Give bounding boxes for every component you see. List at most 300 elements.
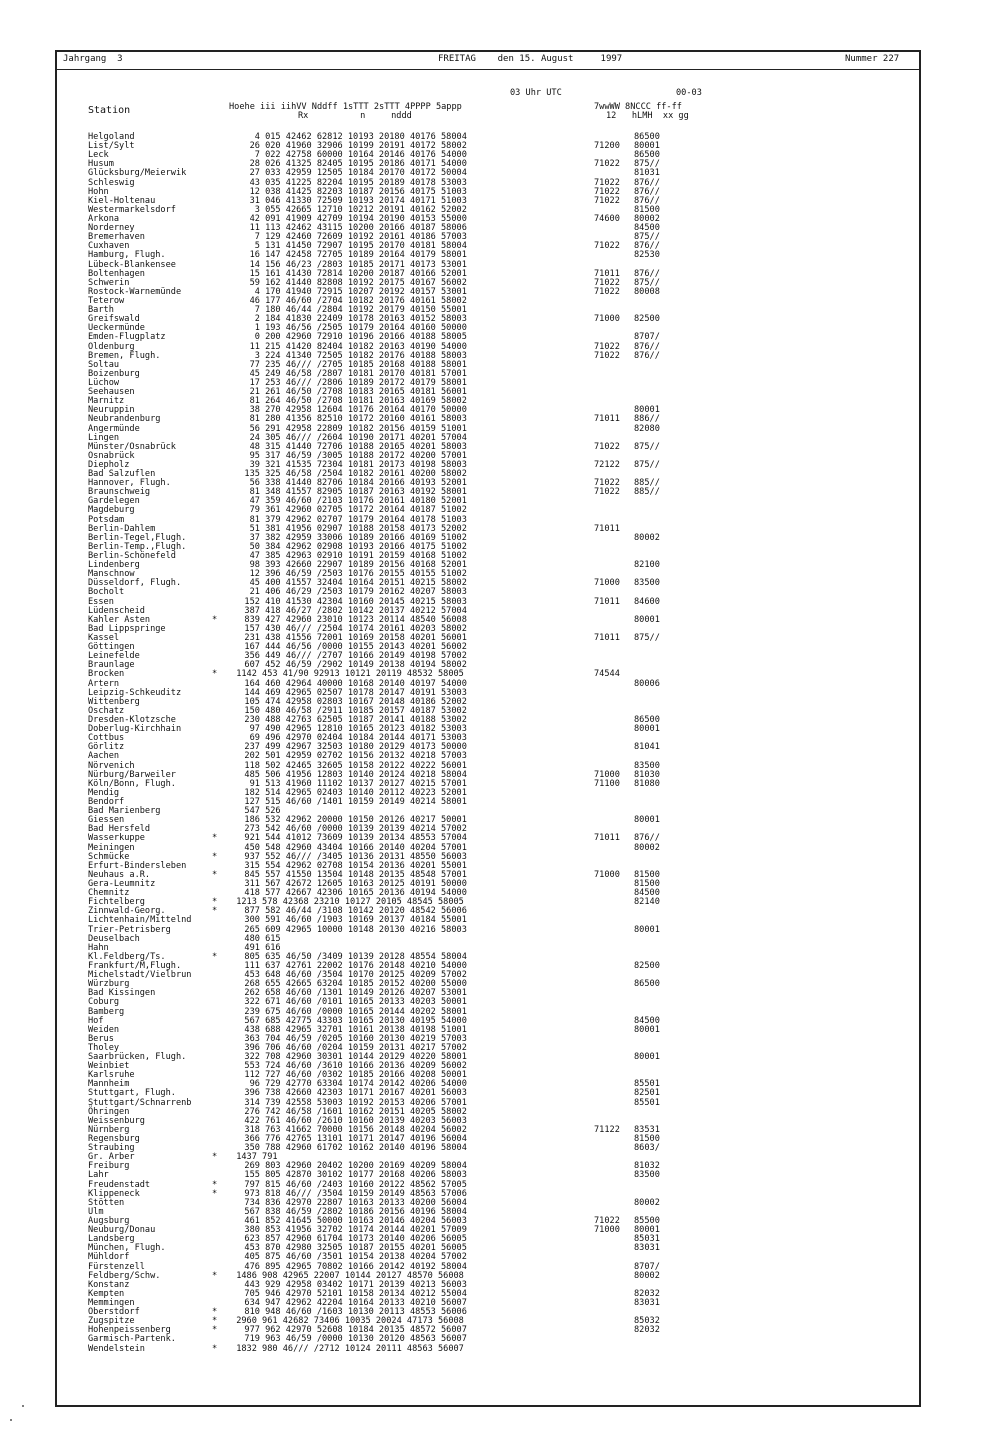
station-name: Wittenberg [88, 696, 140, 707]
synop-groups: 877 582 46/44 /3108 10142 20120 48542 56006 [244, 906, 467, 917]
present-weather: 71022 [594, 350, 620, 361]
station-name: Essen [88, 596, 114, 607]
synop-groups: 237 499 42967 32503 10180 20129 40173 50000 [244, 742, 467, 753]
synop-groups: 453 870 42980 32505 10187 20155 40201 56005 [244, 1243, 467, 1254]
station-name: Neuhaus a.R. [88, 869, 151, 880]
station-name: Hamburg, Flugh. [88, 250, 166, 261]
period-label: 00-03 [676, 88, 702, 98]
synop-groups: 96 729 42770 63304 10174 20142 40206 54000 [244, 1079, 467, 1090]
synop-groups: 79 361 42960 02705 10172 20164 40187 51002 [244, 505, 467, 516]
volume-label: Jahrgang 3 [63, 54, 123, 64]
synop-groups: 396 706 46/60 /0204 10159 20131 40217 57002 [244, 1042, 467, 1053]
synop-groups: 262 658 46/60 /1301 10149 20126 40207 53001 [244, 988, 467, 999]
synop-groups: 12 396 46/59 /2503 10176 20155 40155 51002 [244, 569, 467, 580]
station-name: Westermarkelsdorf [88, 204, 176, 215]
synop-groups: 2 184 41830 22409 10178 20163 40152 58003 [244, 314, 467, 325]
present-weather: 74600 [594, 213, 620, 224]
station-name: Bremerhaven [88, 232, 145, 243]
present-weather: 71000 [594, 1225, 620, 1236]
mountain-station-marker: * [212, 897, 218, 908]
synop-groups: 118 502 42465 32605 10158 20122 40222 56001 [244, 760, 467, 771]
cloud-group: 82140 [634, 897, 660, 908]
station-name: Neuburg/Donau [88, 1225, 156, 1236]
synop-groups: 276 742 46/58 /1601 10162 20151 40205 58002 [244, 1106, 467, 1117]
present-weather: 71022 [594, 286, 620, 297]
synop-groups: 28 026 41325 82405 10195 20186 40171 54000 [244, 159, 467, 170]
cloud-group: 83500 [634, 760, 660, 771]
code-columns-subheader: Rx n nddd [298, 111, 412, 121]
synop-groups: 95 317 46/59 /3005 10188 20172 40200 57001 [244, 450, 467, 461]
synop-groups: 17 253 46/// /2806 10189 20172 40179 58001 [244, 377, 467, 388]
station-name: Garmisch-Partenk. [88, 1334, 176, 1345]
station-name: Oberstdorf [88, 1307, 140, 1318]
station-name: Mannheim [88, 1079, 130, 1090]
station-name: Braunlage [88, 660, 135, 671]
synop-groups: 45 249 46/58 /2807 10181 20170 40181 57001 [244, 368, 467, 379]
synop-groups: 607 452 46/59 /2902 10149 20138 40194 58002 [244, 660, 467, 671]
cloud-group: 80001 [634, 815, 660, 826]
station-name: Freiburg [88, 1161, 130, 1172]
cloud-group: 8603/ [634, 1143, 660, 1154]
station-name: Fichtelberg [88, 897, 145, 908]
synop-groups: 46 177 46/60 /2704 10182 20176 40161 58002 [244, 295, 467, 306]
cloud-group: 81031 [634, 168, 660, 179]
station-name: Lahr [88, 1170, 109, 1181]
station-column-header: Station [88, 105, 131, 116]
station-name: Lindenberg [88, 560, 140, 571]
station-name: Berlin-Tegel,Flugh. [88, 532, 187, 543]
synop-groups: 230 488 42763 62505 10187 20141 40188 53002 [244, 715, 467, 725]
station-name: Schleswig [88, 177, 135, 188]
present-weather: 71022 [594, 159, 620, 170]
synop-groups: 461 852 41645 50000 10163 20146 40204 56003 [244, 1216, 467, 1227]
present-weather: 71022 [594, 1216, 620, 1227]
station-name: Kahler Asten [88, 614, 151, 625]
synop-groups: 155 805 42870 30102 10177 20168 40206 58003 [244, 1170, 467, 1181]
cloud-group: 80006 [634, 678, 660, 689]
synop-groups: 239 675 46/60 /0000 10165 20144 40202 58001 [244, 1006, 467, 1017]
cloud-group: 875// [634, 232, 660, 243]
synop-groups: 3 224 41340 72505 10182 20176 40188 58003 [244, 350, 467, 361]
cloud-group: 81041 [634, 742, 660, 753]
synop-groups: 977 962 42970 52608 10184 20135 48572 56007 [244, 1325, 467, 1336]
mountain-station-marker: * [212, 1270, 218, 1281]
synop-groups: 422 761 46/60 /2610 10160 20139 40203 56003 [244, 1115, 467, 1126]
synop-groups: 21 406 46/29 /2503 10179 20162 40207 58003 [244, 587, 467, 598]
station-name: Coburg [88, 997, 120, 1008]
station-name: Nörvenich [88, 760, 135, 771]
synop-groups: 105 474 42958 02803 10167 20148 40186 52002 [244, 696, 467, 707]
synop-groups: 1437 791 [236, 1152, 278, 1163]
station-name: Marnitz [88, 396, 125, 407]
synop-groups: 157 430 46/// /2504 10174 20161 40203 58002 [244, 623, 467, 634]
station-name: List/Sylt [88, 141, 135, 152]
synop-groups: 387 418 46/27 /2802 10142 20137 40212 57004 [244, 605, 467, 616]
cloud-group: 875// [634, 459, 660, 470]
cloud-group: 86500 [634, 150, 660, 161]
cloud-group: 80008 [634, 286, 660, 297]
synop-groups: 350 788 42960 61702 10162 20140 40196 58004 [244, 1143, 467, 1154]
synop-groups: 7 129 42460 72609 10192 20161 40186 57003 [244, 232, 467, 243]
station-name: Berlin-Schönefeld [88, 551, 176, 562]
cloud-group: 8707/ [634, 1261, 660, 1272]
station-name: Artern [88, 678, 120, 689]
extra-columns-subheader: 12 hLMH xx gg [606, 111, 689, 121]
cloud-group: 876// [634, 195, 660, 206]
cloud-group: 80001 [634, 1225, 660, 1236]
present-weather: 71022 [594, 478, 620, 489]
cloud-group: 876// [634, 241, 660, 252]
cloud-group: 86500 [634, 132, 660, 142]
synop-groups: 322 708 42960 30301 10144 20129 40220 58001 [244, 1052, 467, 1063]
synop-groups: 231 438 41556 72001 10169 20158 40201 56001 [244, 633, 467, 644]
station-name: Öhringen [88, 1106, 130, 1117]
station-name: Boizenburg [88, 368, 140, 379]
synop-groups: 734 836 42970 22807 10163 20133 40200 56004 [244, 1197, 467, 1208]
cloud-group: 81032 [634, 1161, 660, 1172]
cloud-group: 885// [634, 478, 660, 489]
station-name: Kassel [88, 633, 120, 644]
station-name: Ueckermünde [88, 323, 145, 334]
cloud-group: 876// [634, 177, 660, 188]
cloud-group: 84600 [634, 596, 660, 607]
station-name: Barth [88, 305, 114, 316]
synop-groups: 81 280 41356 82510 10172 20160 40161 58003 [244, 414, 467, 425]
station-name: Neuruppin [88, 405, 135, 416]
cloud-group: 876// [634, 186, 660, 197]
station-name: Zugspitze [88, 1316, 135, 1327]
cloud-group: 86500 [634, 715, 660, 725]
cloud-group: 875// [634, 277, 660, 288]
synop-groups: 921 544 41012 73609 10139 20134 48553 57004 [244, 833, 467, 844]
cloud-group: 80001 [634, 1024, 660, 1035]
synop-groups: 12 038 41425 82203 10187 20156 40175 51003 [244, 186, 467, 197]
station-name: Aachen [88, 751, 120, 762]
station-name: Leinefelde [88, 651, 140, 662]
station-name: Arkona [88, 213, 120, 224]
synop-groups: 937 552 46/// /3405 10136 20131 48550 56003 [244, 851, 467, 862]
cloud-group: 85501 [634, 1079, 660, 1090]
synop-groups: 491 616 [244, 942, 281, 953]
synop-groups: 973 818 46/// /3504 10159 20149 48563 57006 [244, 1188, 467, 1199]
synop-groups: 438 688 42965 32701 10161 20138 40198 51001 [244, 1024, 467, 1035]
station-name: Landsberg [88, 1234, 135, 1245]
station-name: Weinbiet [88, 1061, 130, 1072]
station-name: Doberlug-Kirchhain [88, 724, 182, 735]
present-weather: 71011 [594, 633, 620, 644]
cloud-group: 876// [634, 350, 660, 361]
synop-groups: 480 615 [244, 933, 281, 944]
synop-groups: 16 147 42458 72705 10189 20164 40179 58001 [244, 250, 467, 261]
synop-groups: 182 514 42965 02403 10140 20112 40223 52001 [244, 787, 467, 798]
synop-groups: 127 515 46/60 /1401 10159 20149 40214 58001 [244, 796, 467, 807]
synop-groups: 453 648 46/60 /3504 10170 20125 40209 57002 [244, 970, 467, 981]
code-columns-header: Hoehe iii iihVV Nddff 1sTTT 2sTTT 4PPPP 5appp [229, 102, 462, 112]
synop-groups: 135 325 46/58 /2504 10182 20161 40200 58002 [244, 469, 467, 480]
synop-groups: 45 400 41557 32404 10164 20151 40215 58002 [244, 578, 467, 589]
station-name: Neubrandenburg [88, 414, 161, 425]
station-name: Norderney [88, 223, 135, 234]
present-weather: 71000 [594, 769, 620, 780]
synop-groups: 567 838 46/59 /2802 10186 20156 40196 58004 [244, 1206, 467, 1217]
cloud-group: 82100 [634, 560, 660, 571]
station-name: Giessen [88, 815, 125, 826]
synop-groups: 547 526 [244, 806, 281, 817]
page-frame [55, 50, 921, 1407]
station-name: Bremen, Flugh. [88, 350, 161, 361]
cloud-group: 85500 [634, 1216, 660, 1227]
station-name: Braunschweig [88, 487, 151, 498]
station-name: Leck [88, 150, 109, 161]
cloud-group: 80001 [634, 405, 660, 416]
synop-groups: 43 035 41225 82204 10195 20189 40178 53003 [244, 177, 467, 188]
station-name: Bad Lippspringe [88, 623, 166, 634]
station-name: Lüdenscheid [88, 605, 145, 616]
synop-groups: 719 963 46/59 /0000 10130 20120 48563 56007 [244, 1334, 467, 1345]
cloud-group: 84500 [634, 1015, 660, 1026]
station-name: Bocholt [88, 587, 125, 598]
cloud-group: 83500 [634, 578, 660, 589]
cloud-group: 876// [634, 268, 660, 279]
cloud-group: 80001 [634, 614, 660, 625]
station-name: Mühldorf [88, 1252, 130, 1263]
scan-speck [22, 1405, 24, 1407]
station-name: Oschatz [88, 705, 125, 716]
present-weather: 71122 [594, 1124, 620, 1135]
mountain-station-marker: * [212, 906, 218, 917]
station-name: Erfurt-Bindersleben [88, 860, 187, 871]
synop-groups: 797 815 46/60 /2403 10160 20122 48562 57005 [244, 1179, 467, 1190]
present-weather: 71200 [594, 141, 620, 152]
station-name: Lüchow [88, 377, 120, 388]
station-name: Gardelegen [88, 496, 140, 507]
station-name: Weissenburg [88, 1115, 145, 1126]
mountain-station-marker: * [212, 1152, 218, 1163]
synop-groups: 31 046 41330 72509 10193 20174 40171 51003 [244, 195, 467, 206]
cloud-group: 85031 [634, 1234, 660, 1245]
cloud-group: 86500 [634, 979, 660, 990]
station-name: Diepholz [88, 459, 130, 470]
synop-groups: 167 444 46/56 /0000 10155 20143 40201 56002 [244, 642, 467, 653]
station-name: Hahn [88, 942, 109, 953]
synop-groups: 553 724 46/60 /3610 10166 20136 40209 56002 [244, 1061, 467, 1072]
cloud-group: 81030 [634, 769, 660, 780]
station-name: Seehausen [88, 387, 135, 398]
synop-groups: 186 532 42962 20000 10150 20126 40217 50001 [244, 815, 467, 826]
station-name: Weiden [88, 1024, 120, 1035]
synop-groups: 1142 453 41/90 92913 10121 20119 48532 58005 [236, 669, 464, 680]
station-name: München, Flugh. [88, 1243, 166, 1254]
station-name: Schwerin [88, 277, 130, 288]
mountain-station-marker: * [212, 1343, 218, 1354]
synop-groups: 11 215 41420 82404 10182 20163 40190 54000 [244, 341, 467, 352]
cloud-group: 80002 [634, 532, 660, 543]
station-name: Magdeburg [88, 505, 135, 516]
station-name: Cottbus [88, 733, 125, 744]
synop-groups: 48 315 41440 72706 10188 20165 40201 58003 [244, 441, 467, 452]
synop-groups: 77 235 46/// /2705 10185 20168 40188 58001 [244, 359, 467, 370]
cloud-group: 8707/ [634, 332, 660, 343]
cloud-group: 80001 [634, 724, 660, 735]
observation-time: 03 Uhr UTC [510, 88, 562, 98]
synop-groups: 38 270 42958 12604 10176 20164 40170 50000 [244, 405, 467, 416]
cloud-group: 83031 [634, 1243, 660, 1254]
present-weather: 71011 [594, 268, 620, 279]
synop-groups: 15 161 41430 72814 10200 20187 40166 52001 [244, 268, 467, 279]
cloud-group: 84500 [634, 888, 660, 899]
header-rule [57, 69, 919, 70]
synop-groups: 112 727 46/60 /0302 10185 20166 40208 50001 [244, 1070, 467, 1081]
station-name: Oldenburg [88, 341, 135, 352]
synop-groups: 273 542 46/60 /0000 10139 20139 40214 57002 [244, 824, 467, 835]
cloud-group: 83031 [634, 1298, 660, 1308]
synop-groups: 1486 908 42965 22007 10144 20127 48570 56008 [236, 1270, 464, 1281]
present-weather: 71022 [594, 441, 620, 452]
extra-columns-header: 7wwWW 8NCCC ff-ff [594, 102, 682, 112]
cloud-group: 80002 [634, 213, 660, 224]
synop-groups: 265 609 42965 10000 10148 20130 40216 58003 [244, 924, 467, 935]
station-name: Klippeneck [88, 1188, 140, 1199]
station-name: Stuttgart/Schnarrenb [88, 1097, 192, 1108]
cloud-group: 886// [634, 414, 660, 425]
station-name: Rostock-Warnemünde [88, 286, 182, 297]
station-name: Soltau [88, 359, 120, 370]
station-name: Münster/Osnabrück [88, 441, 176, 452]
station-name: Kl.Feldberg/Ts. [88, 951, 166, 962]
synop-groups: 5 131 41450 72907 10195 20170 40181 58004 [244, 241, 467, 252]
station-name: Regensburg [88, 1134, 140, 1145]
station-name: Boltenhagen [88, 268, 145, 279]
synop-groups: 26 020 41960 32906 10199 20191 40172 58002 [244, 141, 467, 152]
synop-groups: 37 382 42959 33006 10189 20166 40169 51002 [244, 532, 467, 543]
synop-groups: 845 557 41550 13504 10148 20135 48548 57001 [244, 869, 467, 880]
synop-groups: 69 496 42970 02404 10184 20144 40171 53003 [244, 733, 467, 744]
synop-groups: 2960 961 42682 73406 10035 20024 47173 56008 [236, 1316, 464, 1327]
station-name: Wendelstein [88, 1343, 145, 1354]
synop-groups: 21 261 46/50 /2708 10183 20165 40181 56001 [244, 387, 467, 398]
synop-groups: 4 015 42462 62812 10193 20180 40176 58004 [244, 132, 467, 142]
station-name: Helgoland [88, 132, 135, 142]
synop-groups: 315 554 42962 02708 10154 20136 40201 55001 [244, 860, 467, 871]
station-name: Lingen [88, 432, 120, 443]
station-name: Berlin-Dahlem [88, 523, 156, 534]
synop-groups: 3 055 42665 12710 10212 20191 40162 52002 [244, 204, 467, 215]
present-weather: 71011 [594, 833, 620, 844]
station-name: Trier-Petrisberg [88, 924, 171, 935]
cloud-group: 875// [634, 441, 660, 452]
station-name: Osnabrück [88, 450, 135, 461]
station-name: Dresden-Klotzsche [88, 715, 176, 725]
station-name: Husum [88, 159, 114, 170]
synop-groups: 476 895 42965 70802 10166 20142 40192 58004 [244, 1261, 467, 1272]
station-name: Berus [88, 1033, 114, 1044]
synop-groups: 39 321 41535 72304 10181 20173 40198 58003 [244, 459, 467, 470]
cloud-group: 82032 [634, 1288, 660, 1299]
synop-groups: 396 738 42660 42303 10171 20167 40201 56003 [244, 1088, 467, 1099]
cloud-group: 84500 [634, 223, 660, 234]
synop-groups: 485 506 41956 12803 10140 20124 40218 58004 [244, 769, 467, 780]
station-name: Potsdam [88, 514, 125, 525]
cloud-group: 876// [634, 833, 660, 844]
cloud-group: 82032 [634, 1325, 660, 1336]
mountain-station-marker: * [212, 851, 218, 862]
station-name: Chemnitz [88, 888, 130, 899]
present-weather: 71022 [594, 341, 620, 352]
cloud-group: 83500 [634, 1170, 660, 1181]
station-name: Stötten [88, 1197, 125, 1208]
synop-groups: 418 577 42667 42306 10165 20136 40194 54000 [244, 888, 467, 899]
synop-groups: 56 338 41440 82706 10184 20166 40193 52001 [244, 478, 467, 489]
station-name: Fürstenzell [88, 1261, 145, 1272]
synop-groups: 11 113 42462 43115 10200 20166 40187 58006 [244, 223, 467, 234]
cloud-group: 80001 [634, 141, 660, 152]
mountain-station-marker: * [212, 1325, 218, 1336]
station-name: Brocken [88, 669, 125, 680]
station-name: Konstanz [88, 1279, 130, 1290]
synop-groups: 567 685 42775 43303 10165 20130 40195 54000 [244, 1015, 467, 1026]
synop-groups: 152 410 41530 42304 10160 20145 40215 58003 [244, 596, 467, 607]
station-name: Wasserkuppe [88, 833, 145, 844]
synop-groups: 51 381 41956 02907 10188 20158 40173 52002 [244, 523, 467, 534]
station-name: Bad Hersfeld [88, 824, 151, 835]
synop-groups: 705 946 42970 52101 10158 20134 40212 55004 [244, 1288, 467, 1299]
cloud-group: 81500 [634, 204, 660, 215]
synop-groups: 810 948 46/60 /1603 10130 20113 48553 56006 [244, 1307, 467, 1318]
synop-groups: 14 156 46/23 /2803 10185 20171 40173 53001 [244, 259, 467, 270]
present-weather: 71022 [594, 186, 620, 197]
present-weather: 71011 [594, 596, 620, 607]
station-name: Düsseldorf, Flugh. [88, 578, 182, 589]
synop-groups: 443 929 42958 03402 10171 20139 40213 56003 [244, 1279, 467, 1290]
synop-groups: 363 704 46/59 /0205 10160 20130 40219 57003 [244, 1033, 467, 1044]
cloud-group: 81500 [634, 878, 660, 889]
synop-groups: 97 490 42965 12810 10165 20123 40182 53003 [244, 724, 467, 735]
station-name: Schmücke [88, 851, 130, 862]
cloud-group: 80002 [634, 1270, 660, 1281]
station-name: Lübeck-Blankensee [88, 259, 176, 270]
present-weather: 71022 [594, 487, 620, 498]
synop-groups: 0 200 42960 72910 10196 20166 40188 58005 [244, 332, 467, 343]
synop-groups: 81 379 42962 02707 10179 20164 40178 51003 [244, 514, 467, 525]
synop-groups: 56 291 42958 22809 10182 20156 40159 51001 [244, 423, 467, 434]
station-name: Bendorf [88, 796, 125, 807]
present-weather: 74544 [594, 669, 620, 680]
mountain-station-marker: * [212, 951, 218, 962]
station-name: Memmingen [88, 1298, 135, 1308]
cloud-group: 81080 [634, 778, 660, 789]
synop-groups: 81 348 41557 82905 10187 20163 40192 58001 [244, 487, 467, 498]
synop-groups: 1213 578 42368 23210 10127 20105 48545 58005 [236, 897, 464, 908]
station-name: Greifswald [88, 314, 140, 325]
cloud-group: 82501 [634, 1088, 660, 1099]
station-name: Kempten [88, 1288, 125, 1299]
synop-groups: 7 022 42758 60000 10164 20146 40176 54000 [244, 150, 467, 161]
station-name: Deuselbach [88, 933, 140, 944]
station-name: Karlsruhe [88, 1070, 135, 1081]
synop-groups: 81 264 46/50 /2708 10181 20163 40169 58002 [244, 396, 467, 407]
synop-groups: 59 162 41440 82808 10192 20175 40167 56002 [244, 277, 467, 288]
synop-groups: 98 393 42660 22907 10189 20156 40168 52001 [244, 560, 467, 571]
present-weather: 71000 [594, 314, 620, 325]
synop-groups: 111 637 42761 22002 10176 20148 40210 54000 [244, 960, 467, 971]
mountain-station-marker: * [212, 833, 218, 844]
station-name: Augsburg [88, 1216, 130, 1227]
cloud-group: 82500 [634, 960, 660, 971]
cloud-group: 83531 [634, 1124, 660, 1135]
cloud-group: 80002 [634, 1197, 660, 1208]
station-name: Köln/Bonn, Flugh. [88, 778, 176, 789]
synop-groups: 1 193 46/56 /2505 10179 20164 40160 50000 [244, 323, 467, 334]
